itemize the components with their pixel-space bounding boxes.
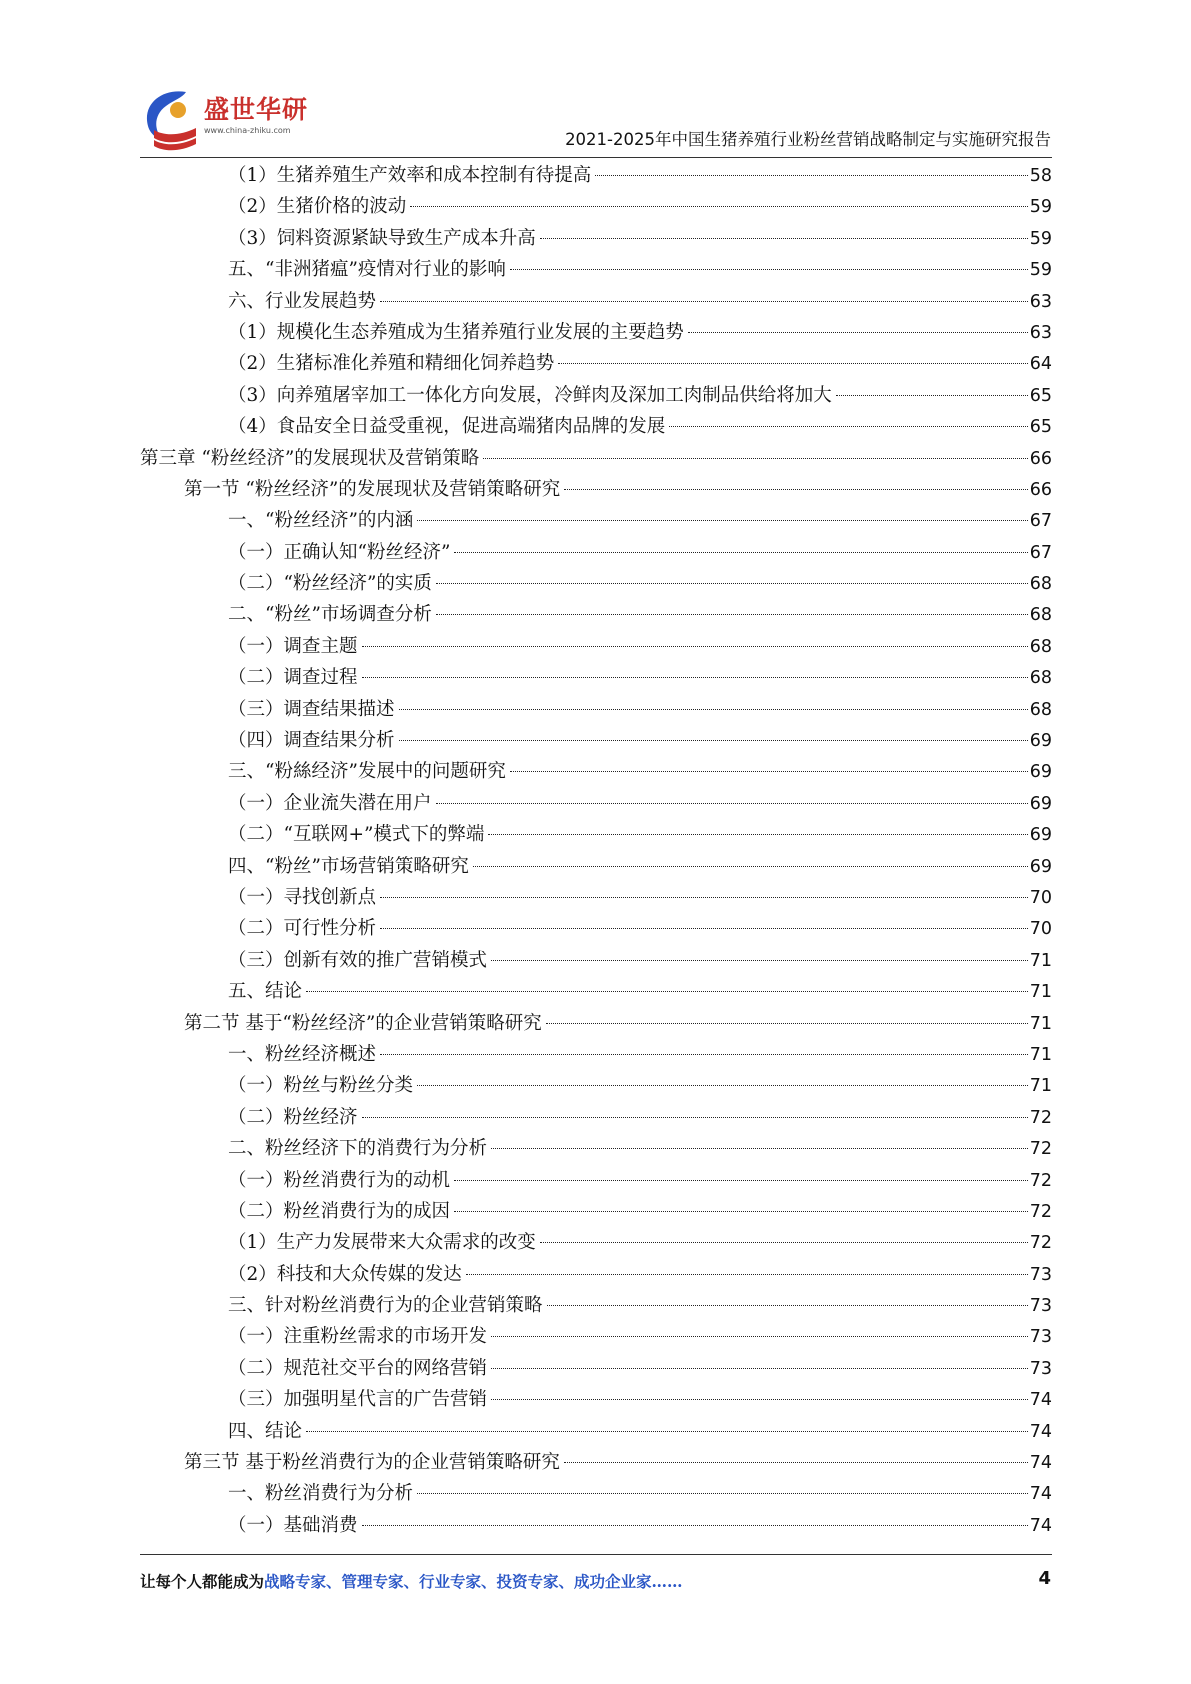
toc-dot-leader	[564, 1462, 1028, 1463]
toc-entry-page: 69	[1029, 731, 1052, 752]
toc-entry-title: （2）生猪价格的波动	[228, 196, 407, 218]
toc-entry[interactable]	[140, 1384, 1052, 1415]
page-header	[0, 0, 1191, 160]
toc-dot-leader	[547, 1305, 1028, 1306]
toc-entry-title: （3）饲料资源紧缺导致生产成本升高	[228, 227, 536, 249]
toc-dot-leader	[466, 1274, 1028, 1275]
toc-dot-leader	[491, 1368, 1028, 1369]
toc-entry-page: 68	[1029, 574, 1052, 595]
toc-entry-title: 第二节 基于“粉丝经济”的企业营销策略研究	[184, 1012, 542, 1034]
toc-dot-leader	[399, 709, 1028, 710]
toc-entry[interactable]	[140, 599, 1052, 630]
toc-entry-title: （四）调查结果分析	[228, 730, 395, 752]
toc-entry-page: 63	[1029, 291, 1052, 312]
toc-dot-leader	[836, 395, 1028, 396]
toc-dot-leader	[491, 1399, 1028, 1400]
toc-entry-page: 69	[1029, 825, 1052, 846]
toc-entry[interactable]	[140, 380, 1052, 411]
toc-entry-page: 74	[1029, 1453, 1052, 1474]
toc-entry-page: 71	[1029, 950, 1052, 971]
toc-entry-page: 73	[1029, 1358, 1052, 1379]
toc-entry-page: 69	[1029, 856, 1052, 877]
toc-dot-leader	[399, 740, 1028, 741]
toc-entry-title: 一、粉丝经济概述	[228, 1043, 377, 1065]
toc-entry[interactable]	[140, 317, 1052, 348]
logo-name: 盛世华研	[204, 95, 309, 124]
toc-entry[interactable]	[140, 1290, 1052, 1321]
toc-entry[interactable]	[140, 1133, 1052, 1164]
toc-entry-page: 58	[1029, 166, 1052, 186]
toc-entry-page: 66	[1029, 479, 1052, 500]
toc-entry[interactable]	[140, 725, 1052, 756]
toc-entry-page: 73	[1029, 1296, 1052, 1317]
toc-dot-leader	[454, 1211, 1028, 1212]
toc-dot-leader	[488, 834, 1027, 835]
toc-entry-title: 五、“非洲猪瘟”疫情对行业的影响	[228, 259, 506, 281]
toc-dot-leader	[669, 426, 1027, 427]
toc-entry-title: 二、“粉丝”市场调查分析	[228, 604, 432, 626]
toc-entry-page: 73	[1029, 1327, 1052, 1348]
toc-dot-leader	[510, 269, 1028, 270]
toc-entry-page: 73	[1029, 1264, 1052, 1285]
toc-dot-leader	[380, 301, 1028, 302]
footer-slogan-prefix: 让每个人都能成为	[140, 1572, 265, 1591]
page-number: 4	[1038, 1568, 1051, 1589]
toc-entry-title: 五、结论	[228, 981, 303, 1003]
toc-entry[interactable]	[140, 1259, 1052, 1290]
toc-dot-leader	[362, 1525, 1028, 1526]
toc-entry[interactable]	[140, 1196, 1052, 1227]
toc-dot-leader	[454, 552, 1027, 553]
toc-entry[interactable]	[140, 443, 1052, 474]
toc-entry[interactable]	[140, 505, 1052, 536]
toc-entry-title: （二）可行性分析	[228, 918, 377, 940]
toc-entry[interactable]	[140, 1447, 1052, 1478]
toc-entry[interactable]	[140, 756, 1052, 787]
toc-entry-page: 67	[1029, 542, 1052, 563]
toc-entry-page: 69	[1029, 762, 1052, 783]
toc-entry-page: 74	[1029, 1390, 1052, 1411]
header-divider	[140, 157, 1052, 158]
toc-entry[interactable]	[140, 1039, 1052, 1070]
toc-dot-leader	[417, 1085, 1028, 1086]
toc-entry[interactable]	[140, 882, 1052, 913]
toc-dot-leader	[380, 1054, 1028, 1055]
toc-entry[interactable]	[140, 537, 1052, 568]
toc-entry-title: （3）向养殖屠宰加工一体化方向发展，冷鲜肉及深加工肉制品供给将加大	[228, 384, 832, 406]
toc-entry-page: 71	[1029, 1076, 1052, 1097]
toc-entry-page: 68	[1029, 636, 1052, 657]
toc-entry-page: 74	[1029, 1421, 1052, 1442]
toc-dot-leader	[491, 1336, 1028, 1337]
toc-entry-page: 59	[1029, 260, 1052, 281]
toc-dot-leader	[362, 646, 1028, 647]
toc-entry-page: 68	[1029, 605, 1052, 626]
company-logo	[140, 86, 340, 152]
toc-entry[interactable]	[140, 1102, 1052, 1133]
toc-entry[interactable]	[140, 160, 1052, 191]
toc-entry-title: （1）规模化生态养殖成为生猪养殖行业发展的主要趋势	[228, 321, 684, 343]
toc-entry[interactable]	[140, 254, 1052, 285]
toc-entry[interactable]	[140, 1008, 1052, 1039]
toc-dot-leader	[595, 175, 1027, 176]
toc-entry[interactable]	[140, 1478, 1052, 1509]
toc-entry-page: 72	[1029, 1107, 1052, 1128]
toc-entry-title: （一）粉丝与粉丝分类	[228, 1075, 414, 1097]
toc-entry[interactable]	[140, 945, 1052, 976]
toc-entry[interactable]	[140, 662, 1052, 693]
toc-dot-leader	[688, 332, 1028, 333]
toc-dot-leader	[410, 206, 1027, 207]
toc-dot-leader	[454, 1180, 1028, 1181]
toc-entry-title: （三）加强明星代言的广告营销	[228, 1389, 488, 1411]
toc-dot-leader	[558, 363, 1027, 364]
logo-url: www.china-zhiku.com	[204, 126, 291, 135]
toc-dot-leader	[436, 803, 1028, 804]
toc-entry[interactable]	[140, 913, 1052, 944]
toc-entry-title: （二）“互联网+”模式下的弊端	[228, 824, 485, 846]
toc-dot-leader	[436, 614, 1028, 615]
toc-entry-page: 71	[1029, 982, 1052, 1003]
logo-emblem-icon	[140, 86, 204, 152]
toc-entry-page: 71	[1029, 1013, 1052, 1034]
toc-dot-leader	[380, 928, 1028, 929]
toc-entry[interactable]	[140, 1321, 1052, 1352]
toc-entry-title: （4）食品安全日益受重视，促进高端猪肉品牌的发展	[228, 416, 666, 438]
toc-entry-page: 68	[1029, 699, 1052, 720]
toc-entry-title: 三、“粉絲经济”发展中的问题研究	[228, 761, 506, 783]
toc-entry-title: （一）企业流失潜在用户	[228, 792, 432, 814]
table-of-contents	[140, 160, 1052, 1541]
toc-entry-page: 72	[1029, 1139, 1052, 1160]
report-title: 2021-2025年中国生猪养殖行业粉丝营销战略制定与实施研究报告	[565, 130, 1051, 149]
toc-entry-title: 第三节 基于粉丝消费行为的企业营销策略研究	[184, 1452, 560, 1474]
toc-entry-title: （二）粉丝消费行为的成因	[228, 1200, 451, 1222]
toc-entry[interactable]	[140, 286, 1052, 317]
toc-entry-page: 69	[1029, 793, 1052, 814]
toc-dot-leader	[510, 771, 1028, 772]
toc-entry-title: 三、针对粉丝消费行为的企业营销策略	[228, 1295, 543, 1317]
toc-dot-leader	[380, 897, 1028, 898]
toc-dot-leader	[473, 866, 1028, 867]
toc-entry-title: 一、“粉丝经济”的内涵	[228, 510, 414, 532]
toc-entry[interactable]	[140, 411, 1052, 442]
toc-entry-title: （一）寻找创新点	[228, 886, 377, 908]
toc-entry-title: （三）调查结果描述	[228, 698, 395, 720]
toc-entry[interactable]	[140, 1510, 1052, 1541]
toc-entry-title: （1）生猪养殖生产效率和成本控制有待提高	[228, 165, 592, 186]
toc-dot-leader	[417, 520, 1027, 521]
toc-entry-title: （一）基础消费	[228, 1514, 358, 1536]
toc-entry-title: （二）粉丝经济	[228, 1106, 358, 1128]
toc-entry-page: 74	[1029, 1515, 1052, 1536]
toc-dot-leader	[540, 1242, 1028, 1243]
toc-entry-page: 68	[1029, 668, 1052, 689]
toc-dot-leader	[491, 960, 1028, 961]
toc-dot-leader	[564, 489, 1027, 490]
toc-entry-title: 第三章 “粉丝经济”的发展现状及营销策略	[140, 447, 480, 469]
footer-divider	[140, 1554, 1052, 1555]
toc-entry-title: 二、粉丝经济下的消费行为分析	[228, 1138, 488, 1160]
toc-dot-leader	[491, 1148, 1028, 1149]
toc-entry-page: 65	[1029, 417, 1052, 438]
toc-entry-page: 70	[1029, 919, 1052, 940]
toc-entry-title: （2）生猪标准化养殖和精细化饲养趋势	[228, 353, 555, 375]
toc-entry-title: （二）“粉丝经济”的实质	[228, 573, 432, 595]
toc-entry[interactable]	[140, 191, 1052, 222]
toc-dot-leader	[546, 1023, 1028, 1024]
toc-entry[interactable]	[140, 631, 1052, 662]
toc-entry-title: （一）注重粉丝需求的市场开发	[228, 1326, 488, 1348]
toc-entry-title: 一、粉丝消费行为分析	[228, 1483, 414, 1505]
toc-entry-page: 64	[1029, 354, 1052, 375]
footer-slogan	[140, 1570, 683, 1592]
toc-entry-title: （二）调查过程	[228, 667, 358, 689]
toc-entry[interactable]	[140, 788, 1052, 819]
toc-dot-leader	[417, 1493, 1028, 1494]
toc-entry[interactable]	[140, 819, 1052, 850]
toc-entry[interactable]	[140, 976, 1052, 1007]
toc-dot-leader	[306, 991, 1028, 992]
toc-entry[interactable]	[140, 851, 1052, 882]
toc-dot-leader	[362, 677, 1028, 678]
toc-entry-title: （一）粉丝消费行为的动机	[228, 1169, 451, 1191]
toc-entry-page: 66	[1029, 448, 1052, 469]
toc-dot-leader	[540, 238, 1028, 239]
toc-entry[interactable]	[140, 1353, 1052, 1384]
toc-entry-title: 四、结论	[228, 1420, 303, 1442]
toc-entry[interactable]	[140, 1070, 1052, 1101]
toc-entry[interactable]	[140, 474, 1052, 505]
toc-entry-page: 63	[1029, 322, 1052, 343]
toc-entry-title: （1）生产力发展带来大众需求的改变	[228, 1232, 536, 1254]
toc-entry-page: 72	[1029, 1233, 1052, 1254]
toc-entry-page: 74	[1029, 1484, 1052, 1505]
toc-entry[interactable]	[140, 1227, 1052, 1258]
toc-entry-page: 72	[1029, 1170, 1052, 1191]
toc-entry[interactable]	[140, 694, 1052, 725]
toc-dot-leader	[306, 1431, 1028, 1432]
toc-entry[interactable]	[140, 223, 1052, 254]
toc-entry-page: 71	[1029, 1044, 1052, 1065]
toc-dot-leader	[483, 458, 1027, 459]
toc-dot-leader	[436, 583, 1028, 584]
toc-entry-page: 72	[1029, 1201, 1052, 1222]
toc-entry-title: （一）调查主题	[228, 635, 358, 657]
toc-entry-title: （一）正确认知“粉丝经济”	[228, 541, 451, 563]
footer-slogan-highlight: 战略专家、管理专家、行业专家、投资专家、成功企业家……	[264, 1572, 683, 1591]
toc-entry-title: 四、“粉丝”市场营销策略研究	[228, 855, 469, 877]
toc-entry-page: 67	[1029, 511, 1052, 532]
toc-entry-title: （2）科技和大众传媒的发达	[228, 1263, 462, 1285]
toc-entry[interactable]	[140, 1416, 1052, 1447]
toc-entry-page: 59	[1029, 228, 1052, 249]
toc-entry-title: 第一节 “粉丝经济”的发展现状及营销策略研究	[184, 478, 561, 500]
toc-entry-title: 六、行业发展趋势	[228, 290, 377, 312]
toc-entry-page: 59	[1029, 197, 1052, 218]
toc-entry[interactable]	[140, 348, 1052, 379]
toc-entry[interactable]	[140, 1165, 1052, 1196]
toc-entry-page: 70	[1029, 887, 1052, 908]
toc-dot-leader	[362, 1117, 1028, 1118]
toc-entry-title: （三）创新有效的推广营销模式	[228, 949, 488, 971]
toc-entry[interactable]	[140, 568, 1052, 599]
toc-entry-title: （二）规范社交平台的网络营销	[228, 1357, 488, 1379]
toc-entry-page: 65	[1029, 385, 1052, 406]
